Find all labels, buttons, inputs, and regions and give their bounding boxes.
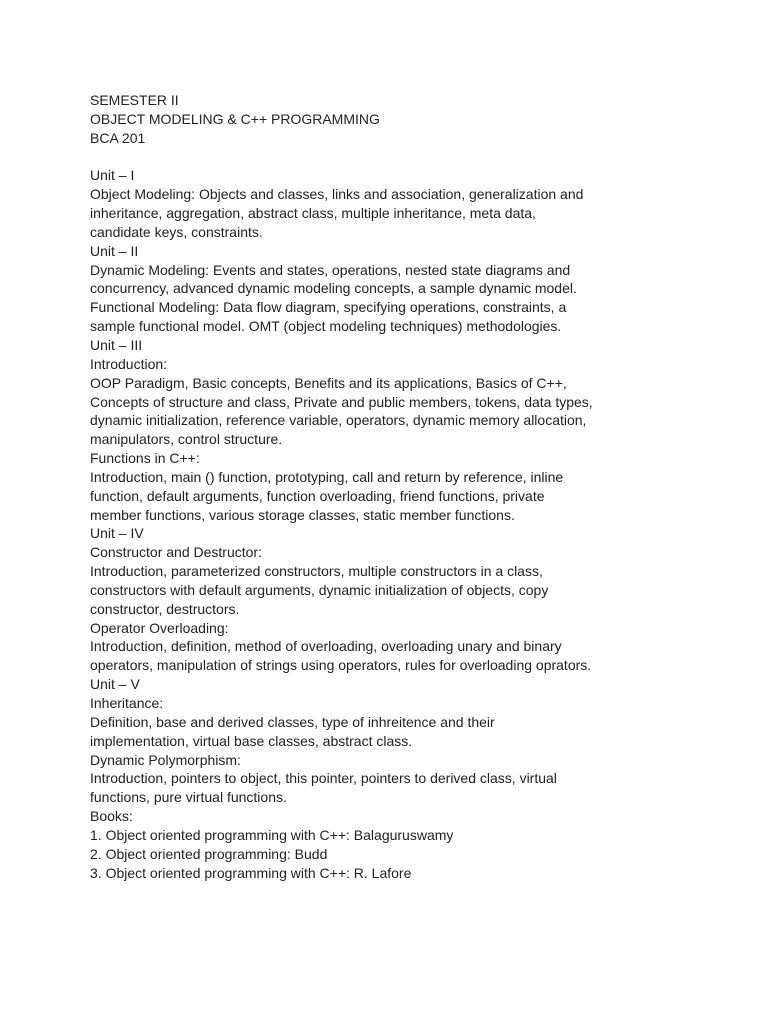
text-line: member functions, various storage classes, static member functions. [90,506,515,523]
text-line: functions, pure virtual functions. [90,789,287,806]
syllabus-body [90,166,750,882]
text-line: manipulators, control structure. [90,431,283,448]
subheading: Introduction: [90,355,168,372]
semester-label: SEMESTER II [90,92,179,108]
subheading: Operator Overloading: [90,619,229,636]
text-line: Introduction, pointers to object, this pointer, pointers to derived class, virtual [90,770,557,787]
text-line: constructor, destructors. [90,600,240,617]
subheading: Inheritance: [90,695,164,711]
text-line: implementation, virtual base classes, abstract class. [90,732,413,749]
text-line: Introduction, parameterized constructors, multiple constructors in a class, [90,563,543,580]
text-line: operators, manipulation of strings using operators, rules for overloading oprators. [90,657,592,674]
text-line: sample functional model. OMT (object modeling techniques) methodologies. [90,318,562,335]
blank-line [90,148,750,167]
unit-1-heading: Unit – I [90,167,135,184]
course-code: BCA 201 [90,129,146,146]
text-line: Introduction, definition, method of overloading, overloading unary and binary [90,638,562,655]
text-line: Concepts of structure and class, Private and public members, tokens, data types, [90,393,593,410]
unit-3-heading: Unit – III [90,336,143,353]
text-line: concurrency, advanced dynamic modeling concepts, a sample dynamic model. [90,280,577,297]
text-line: Object Modeling: Objects and classes, links and association, generalization and [90,186,584,203]
text-line: OOP Paradigm, Basic concepts, Benefits and its applications, Basics of C++, [90,374,567,391]
text-line: function, default arguments, function overloading, friend functions, private [90,487,545,504]
text-line: Introduction, main () function, prototyping, call and return by reference, inline [90,468,564,485]
subheading: Dynamic Polymorphism: [90,751,241,768]
text-line: inheritance, aggregation, abstract class, multiple inheritance, meta data, [90,205,536,222]
text-line: Definition, base and derived classes, type of inhreitence and their [90,713,495,730]
text-line: constructors with default arguments, dynamic initialization of objects, copy [90,581,549,598]
course-title: OBJECT MODELING & C++ PROGRAMMING [90,110,380,127]
unit-5-heading: Unit – V [90,676,140,693]
text-line: Functional Modeling: Data flow diagram, specifying operations, constraints, a [90,299,567,316]
text-line: dynamic initialization, reference variable, operators, dynamic memory allocation, [90,412,587,429]
syllabus-document [90,91,750,882]
text-line: Dynamic Modeling: Events and states, operations, nested state diagrams and [90,261,571,278]
book-item: 2. Object oriented programming: Budd [90,845,328,862]
subheading: Constructor and Destructor: [90,544,262,561]
book-item: 3. Object oriented programming with C++: R. Lafore [90,864,412,881]
document-header [90,91,750,148]
unit-4-heading: Unit – IV [90,525,144,542]
book-item: 1. Object oriented programming with C++: Balaguruswamy [90,826,454,843]
subheading: Functions in C++: [90,450,200,467]
unit-2-heading: Unit – II [90,242,139,259]
text-line: candidate keys, constraints. [90,223,263,240]
books-heading: Books: [90,808,133,825]
